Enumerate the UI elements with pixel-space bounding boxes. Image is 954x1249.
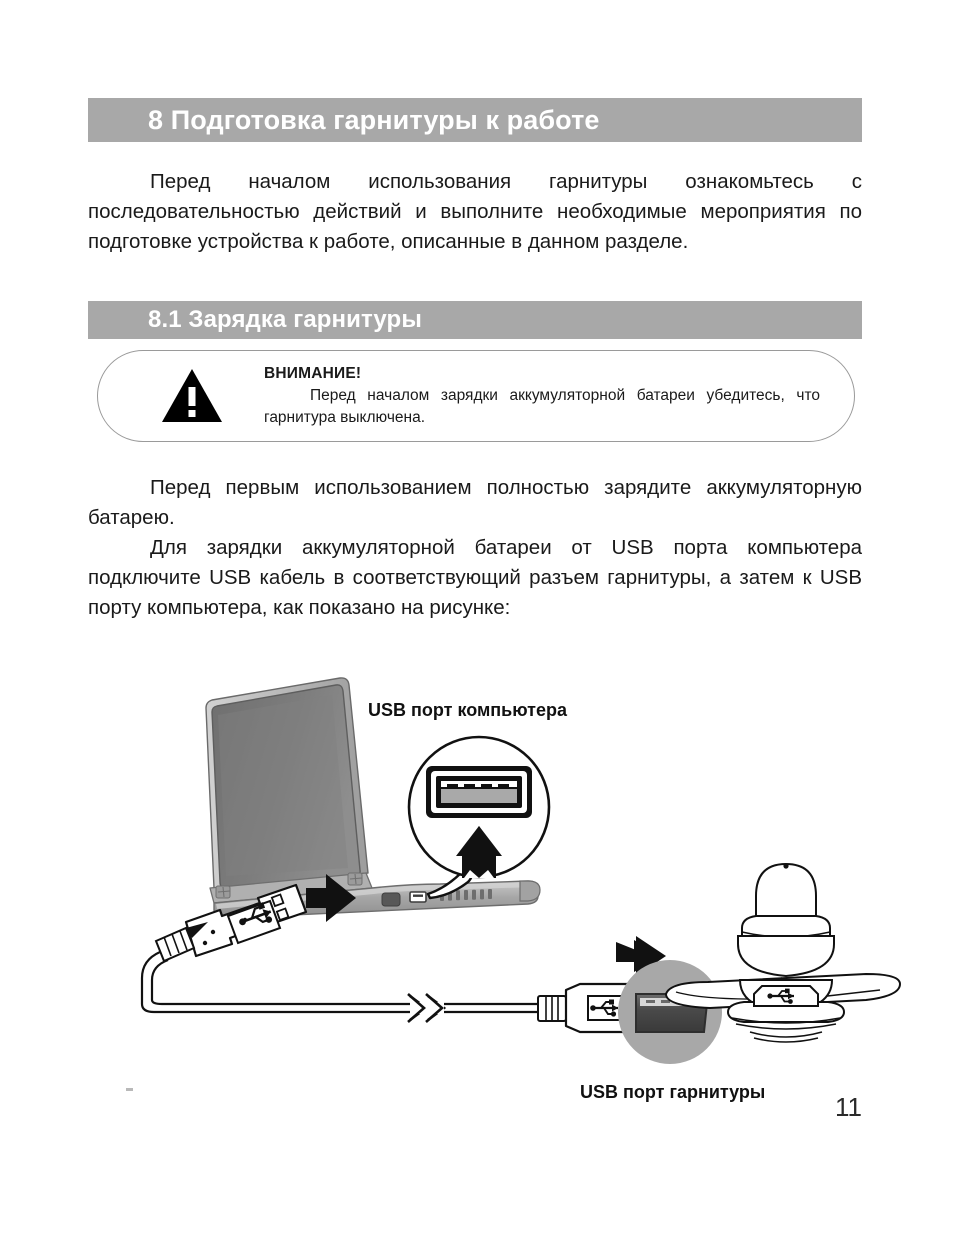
warning-text-block: [264, 363, 820, 429]
subsection-heading-text: 8.1 Зарядка гарнитуры: [148, 306, 422, 333]
chapter-intro-paragraph: Перед началом использования гарнитуры ознакомьтесь с последовательностью действий и выполните необходимые мероприятия по подготовке устройства к работе, описанные в данном разделе.: [88, 169, 862, 253]
warning-body: Перед началом зарядки аккумуляторной батареи убедитесь, что гарнитура выключена.: [264, 387, 820, 426]
page-number: 11: [835, 1092, 862, 1122]
scan-artifact: [126, 1088, 133, 1091]
paragraph-charging-instructions: Для зарядки аккумуляторной батареи от USB порта компьютера подключите USB кабель в соответствующий разъем гарнитуры, а затем к USB порту компьютера, как показано на рисунке:: [88, 535, 862, 619]
usb-cable-right: [440, 1004, 542, 1012]
usb-cable: [142, 952, 410, 1012]
warning-callout-box: [97, 350, 855, 442]
paragraph-first-use: Перед первым использованием полностью зарядите аккумуляторную батарею.: [88, 475, 862, 529]
subsection-heading-bar: [88, 301, 862, 339]
callout-label-computer-port: USB порт компьютера: [368, 700, 567, 720]
warning-title: ВНИМАНИЕ!: [264, 365, 362, 382]
chapter-heading-text: 8 Подготовка гарнитуры к работе: [148, 104, 600, 135]
chapter-heading-bar: [88, 98, 862, 142]
callout-label-headset-port: USB порт гарнитуры: [580, 1082, 766, 1102]
usb-type-a-port-graphic: [426, 766, 532, 818]
usb-charging-diagram: [110, 660, 870, 1102]
callout-computer-usb-port: [368, 700, 568, 898]
warning-triangle-icon: [161, 367, 223, 424]
